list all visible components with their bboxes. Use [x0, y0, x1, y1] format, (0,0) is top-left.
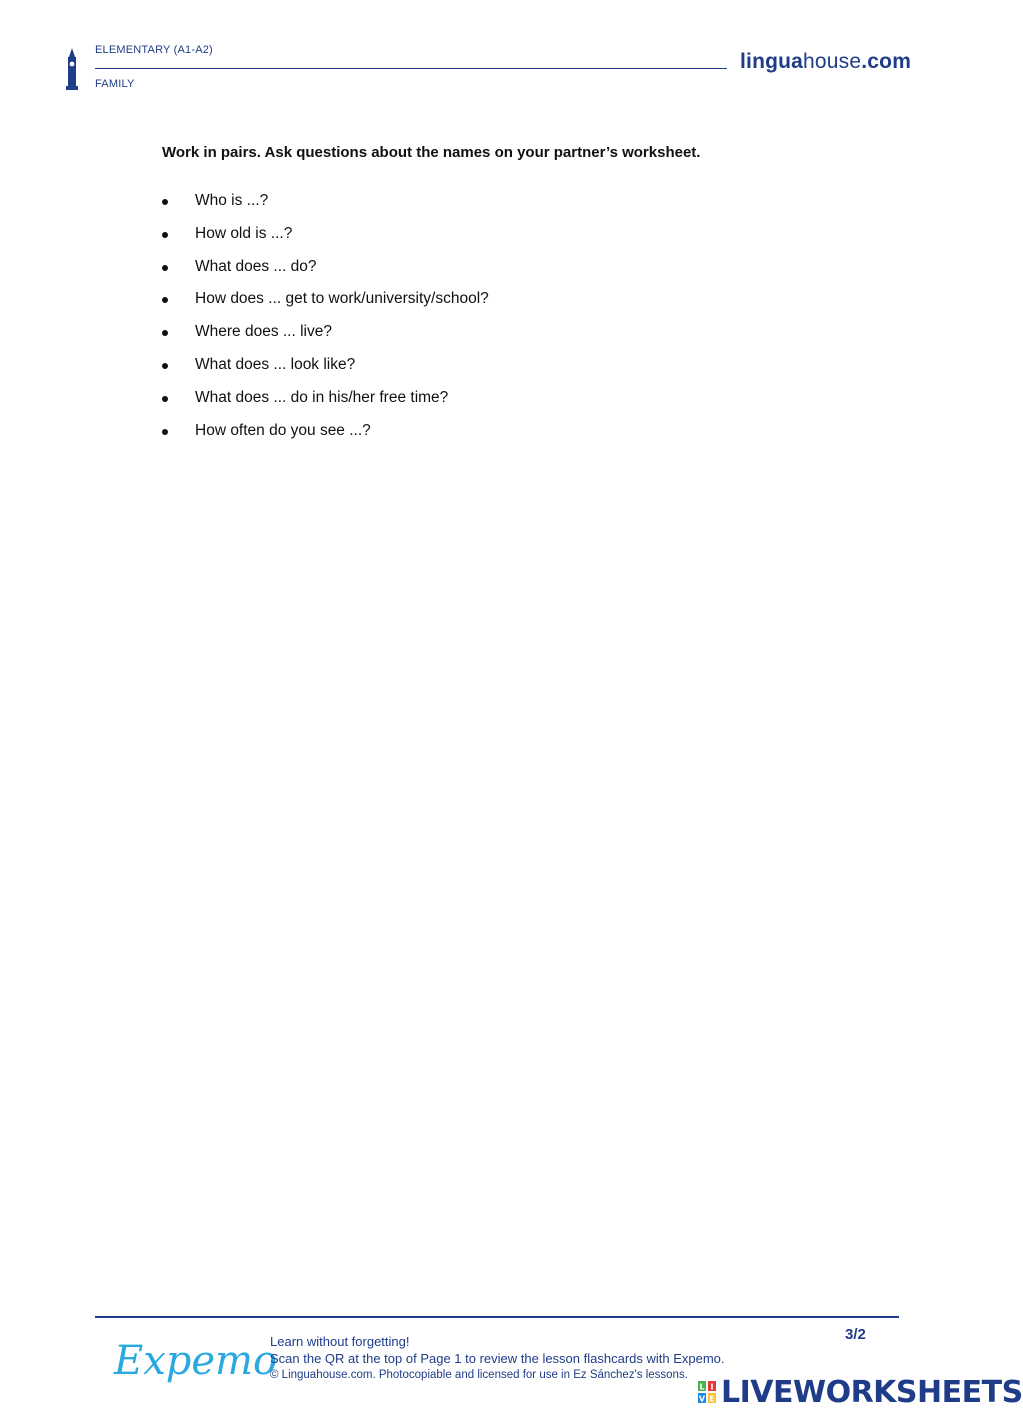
brand-bold: lingua — [740, 50, 804, 73]
question-list — [162, 192, 489, 454]
footer-line-1: Learn without forgetting! — [270, 1334, 410, 1349]
question-text: What does ... do? — [195, 257, 317, 275]
brand-suffix: .com — [861, 50, 912, 73]
list-item — [162, 323, 489, 356]
question-text: How often do you see ...? — [195, 421, 371, 439]
question-text: What does ... look like? — [195, 355, 356, 373]
liveworksheets-badge-icon — [698, 1381, 716, 1403]
topic-label: FAMILY — [95, 78, 135, 90]
level-label: ELEMENTARY (A1-A2) — [95, 44, 213, 56]
list-item — [162, 258, 489, 291]
bullet-icon — [162, 363, 168, 369]
bullet-icon — [162, 232, 168, 238]
footer-divider — [95, 1316, 899, 1318]
svg-text:I: I — [710, 1382, 714, 1392]
list-item — [162, 225, 489, 258]
bullet-icon — [162, 199, 168, 205]
page-number: 3/2 — [845, 1326, 866, 1343]
tower-icon — [64, 48, 80, 90]
bullet-icon — [162, 429, 168, 435]
question-text: Who is ...? — [195, 192, 269, 209]
question-text: Where does ... live? — [195, 323, 332, 341]
svg-text:L: L — [699, 1382, 705, 1392]
liveworksheets-watermark[interactable]: LIVEWORKSHEETS — [721, 1375, 1023, 1410]
list-item — [162, 389, 489, 422]
footer-text — [270, 1333, 725, 1384]
expemo-logo[interactable] — [110, 1328, 278, 1394]
expemo-logo-text: Expemo — [114, 1338, 278, 1384]
footer-line-3: © Linguahouse.com. Photocopiable and licensed for use in Ez Sánchez's lessons. — [270, 1369, 688, 1381]
brand-logo[interactable] — [740, 50, 911, 74]
footer-line-2: Scan the QR at the top of Page 1 to review the lesson flashcards with Expemo. — [270, 1351, 725, 1366]
bullet-icon — [162, 330, 168, 336]
list-item — [162, 192, 489, 225]
bullet-icon — [162, 297, 168, 303]
instruction-text: Work in pairs. Ask questions about the names on your partner’s worksheet. — [162, 144, 701, 161]
question-text: How does ... get to work/university/school? — [195, 290, 489, 308]
list-item — [162, 422, 489, 455]
bullet-icon — [162, 396, 168, 402]
question-text: How old is ...? — [195, 224, 293, 242]
list-item — [162, 356, 489, 389]
bullet-icon — [162, 265, 168, 271]
question-text: What does ... do in his/her free time? — [195, 388, 449, 406]
svg-text:V: V — [698, 1394, 706, 1404]
brand-light: house — [803, 50, 862, 73]
svg-text:E: E — [709, 1394, 715, 1404]
list-item — [162, 290, 489, 323]
header-divider — [95, 68, 727, 69]
